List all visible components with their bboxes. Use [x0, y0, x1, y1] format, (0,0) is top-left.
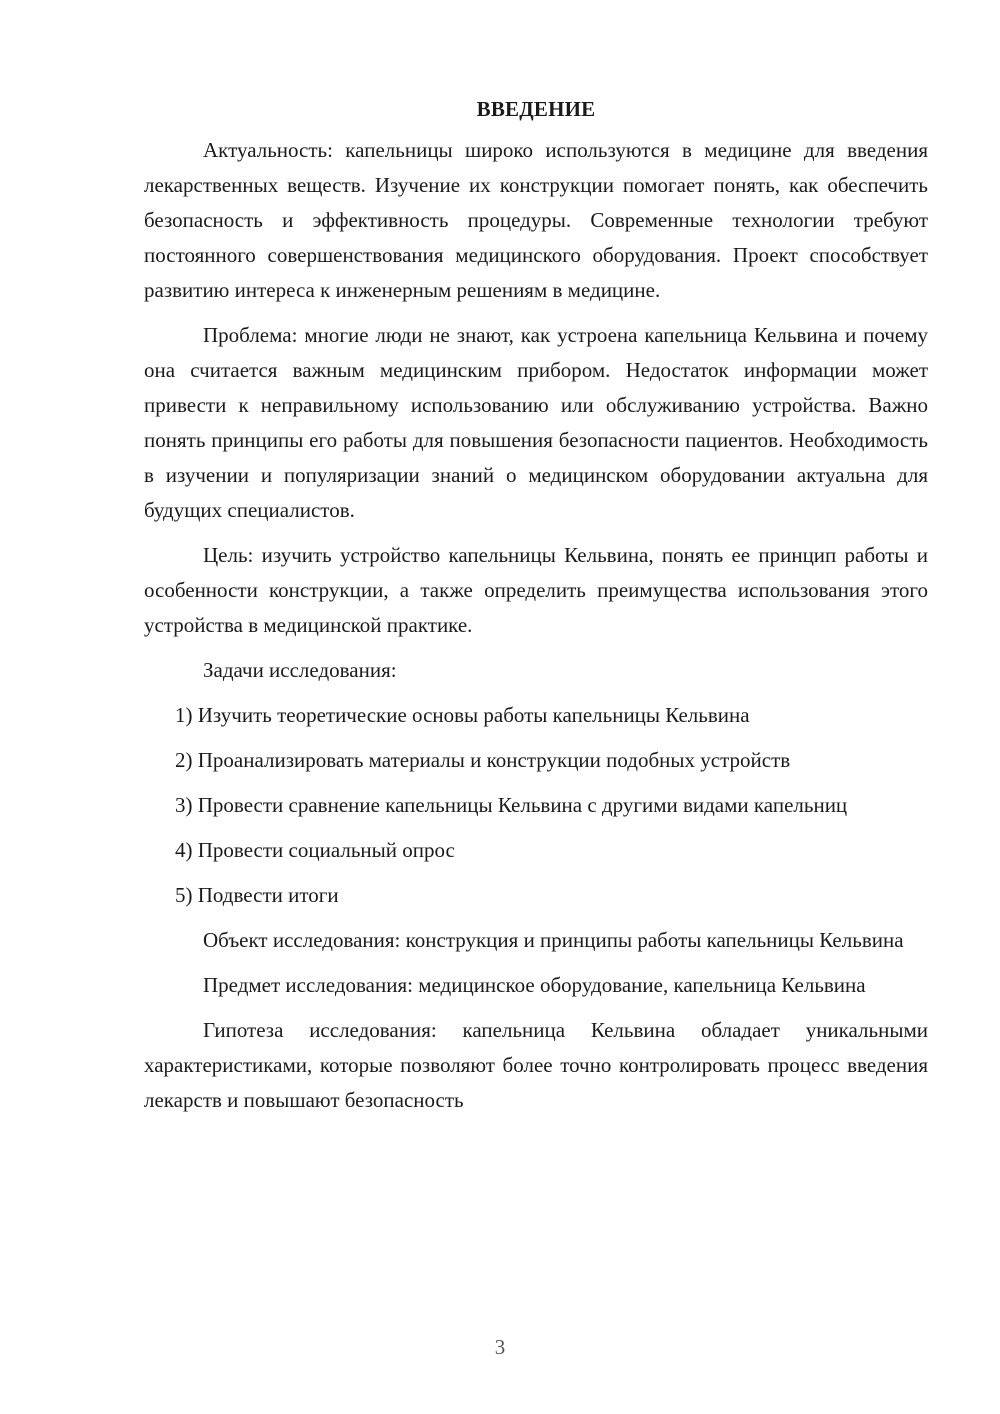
paragraph-object: Объект исследования: конструкция и принципы работы капельницы Кельвина — [203, 928, 904, 952]
task-item-4: 4) Провести социальный опрос — [175, 838, 455, 862]
paragraph-subject: Предмет исследования: медицинское оборудование, капельница Кельвина — [203, 973, 866, 997]
task-item-2: 2) Проанализировать материалы и конструкции подобных устройств — [175, 748, 791, 772]
page-number: 3 — [494, 1335, 506, 1359]
section-title: ВВЕДЕНИЕ — [476, 97, 596, 121]
paragraph-relevance: Актуальность: капельницы широко используются в медицине для введения лекарственных веществ. Изучение их конструкции помогает понять, как обеспечить безопасность и эффективность процедуры. Современные технологии требуют постоянного совершенствования медицинского оборудования. Проект способствует развитию интереса к инженерным решениям в медицине. — [144, 138, 928, 302]
paragraph-hypothesis: Гипотеза исследования: капельница Кельвина обладает уникальными характеристиками, которые позволяют более точно контролировать процесс введения лекарств и повышают безопасность — [144, 1018, 928, 1112]
paragraph-problem: Проблема: многие люди не знают, как устроена капельница Кельвина и почему она считается важным медицинским прибором. Недостаток информации может привести к неправильному использованию или обслуживанию устройства. Важно понять принципы его работы для повышения безопасности пациентов. Необходимость в изучении и популяризации знаний о медицинском оборудовании актуальна для будущих специалистов. — [144, 323, 928, 522]
document-page — [144, 92, 928, 1128]
task-item-5: 5) Подвести итоги — [175, 883, 339, 907]
task-item-3: 3) Провести сравнение капельницы Кельвина с другими видами капельниц — [175, 793, 848, 817]
task-item-1: 1) Изучить теоретические основы работы капельницы Кельвина — [175, 703, 750, 727]
paragraph-goal: Цель: изучить устройство капельницы Кельвина, понять ее принцип работы и особенности конструкции, а также определить преимущества использования этого устройства в медицинской практике. — [144, 543, 928, 637]
tasks-heading: Задачи исследования: — [203, 658, 397, 682]
